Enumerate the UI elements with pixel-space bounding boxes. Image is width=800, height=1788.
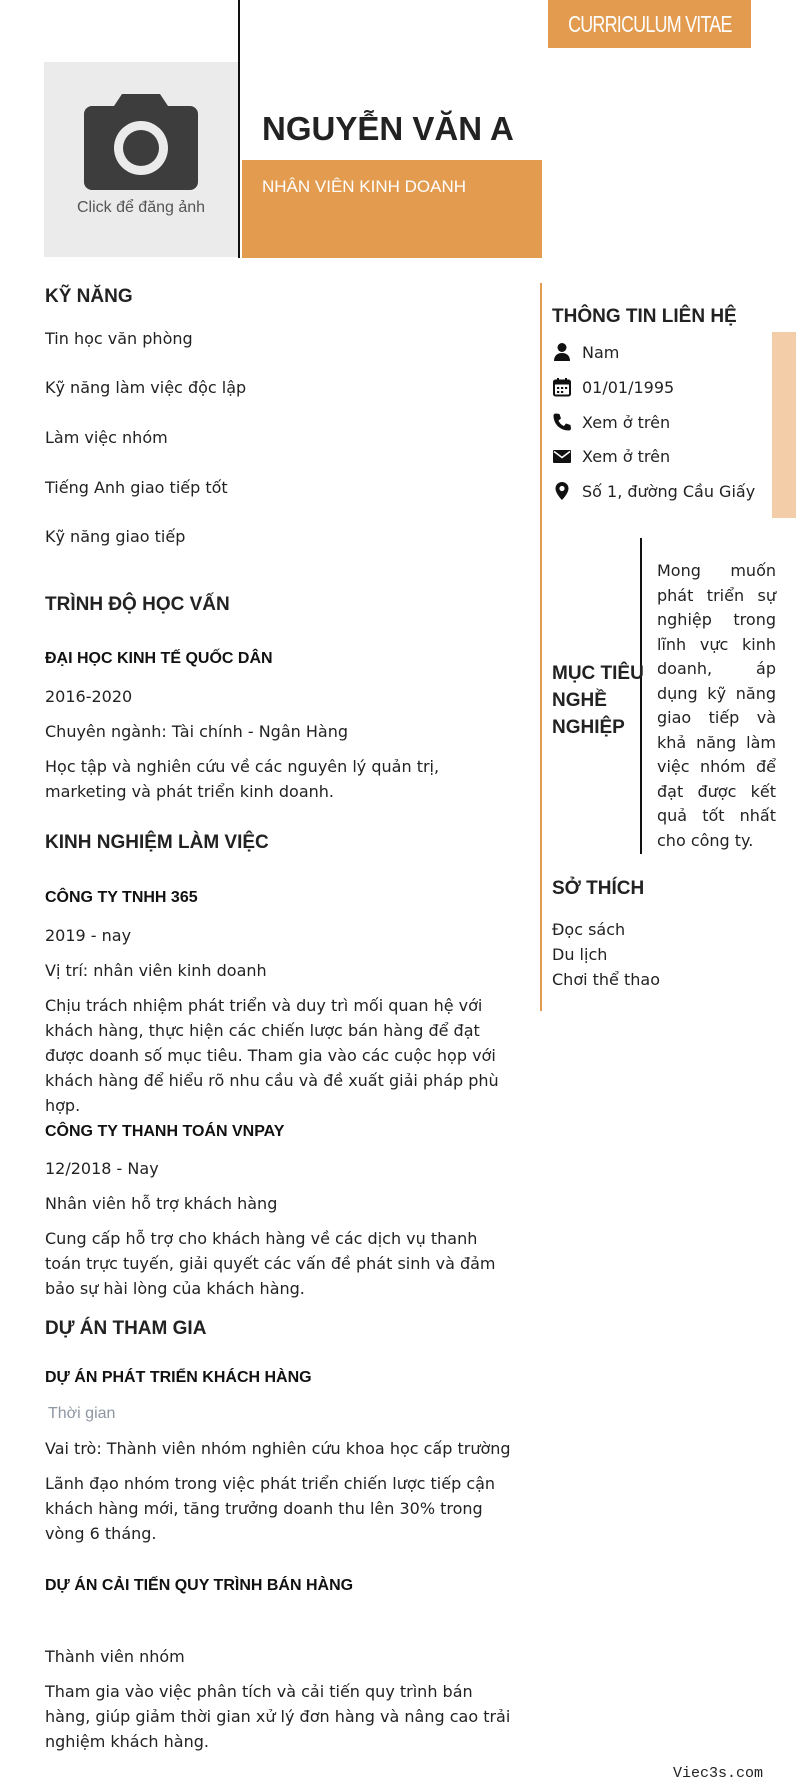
job-position: Nhân viên hỗ trợ khách hàng	[45, 1194, 278, 1213]
project-description: Tham gia vào việc phân tích và cải tiến quy trình bán hàng, giúp giảm thời gian xử lý đơn hàng và nâng cao trải nghiệm khách hàng.	[45, 1682, 511, 1751]
job-description: Cung cấp hỗ trợ cho khách hàng về các dịch vụ thanh toán trực tuyến, giải quyết các vấn đề phát sinh và đảm bảo sự hài lòng của khách hàng.	[45, 1229, 496, 1298]
job-title: NHÂN VIÊN KINH DOANH	[262, 177, 467, 196]
goal-text: Mong muốn phát triển sự nghiệp trong lĩnh vực kinh doanh, áp dụng kỹ năng giao tiếp và khả năng làm việc nhóm để đạt được kết quả tốt nhất cho công ty.	[657, 561, 776, 850]
sidebar-divider	[540, 283, 542, 1011]
job-position: Vị trí: nhân viên kinh doanh	[45, 961, 267, 980]
skill-item: Làm việc nhóm	[45, 428, 168, 447]
contact-phone: Xem ở trên	[552, 408, 670, 436]
skill-item: Tiếng Anh giao tiếp tốt	[45, 478, 228, 497]
goal-heading: MỤC TIÊU NGHỀ NGHIỆP	[552, 663, 644, 738]
project-role: Thành viên nhóm	[45, 1647, 185, 1666]
photo-upload[interactable]	[44, 62, 238, 257]
education-description: Học tập và nghiên cứu về các nguyên lý quản trị, marketing và phát triển kinh doanh.	[45, 757, 440, 801]
project-time[interactable]: Thời gian	[48, 1405, 116, 1422]
job-title-box	[242, 160, 542, 258]
contact-heading: THÔNG TIN LIÊN HỆ	[552, 306, 737, 327]
hobbies-heading: SỞ THÍCH	[552, 878, 645, 899]
photo-upload-label: Click để đăng ảnh	[76, 199, 206, 216]
projects-heading: DỰ ÁN THAM GIA	[45, 1318, 207, 1339]
job-description: Chịu trách nhiệm phát triển và duy trì mối quan hệ với khách hàng, thực hiện các chiến lược bán hàng để đạt được doanh số mục tiêu. Tham gia vào các cuộc họp với khách hàng để hiểu rõ nhu cầu và đề xuất giải pháp phù hợp.	[45, 996, 499, 1115]
watermark: Viec3s.com	[673, 1765, 764, 1782]
job-company: CÔNG TY TNHH 365	[45, 889, 198, 906]
education-period: 2016-2020	[45, 687, 133, 706]
education-major: Chuyên ngành: Tài chính - Ngân Hàng	[45, 722, 348, 741]
project-role: Vai trò: Thành viên nhóm nghiên cứu khoa học cấp trường	[45, 1439, 511, 1458]
experience-heading: KINH NGHIỆM LÀM VIỆC	[45, 832, 269, 853]
skill-item: Kỹ năng giao tiếp	[45, 527, 186, 546]
camera-icon	[82, 90, 200, 194]
header-divider	[238, 0, 240, 258]
contact-birthday: 01/01/1995	[552, 373, 674, 401]
curriculum-vitae-banner: CURRICULUM VITAE	[548, 0, 751, 48]
person-icon	[552, 342, 572, 362]
hobby-item: Du lịch	[552, 945, 608, 964]
hobby-item: Đọc sách	[552, 920, 626, 939]
hobby-item: Chơi thể thao	[552, 970, 660, 989]
candidate-name: NGUYỄN VĂN A	[262, 110, 514, 147]
project-name: DỰ ÁN CẢI TIẾN QUY TRÌNH BÁN HÀNG	[45, 1577, 354, 1594]
job-period: 12/2018 - Nay	[45, 1159, 159, 1178]
education-heading: TRÌNH ĐỘ HỌC VẤN	[45, 594, 230, 615]
location-pin-icon	[552, 481, 572, 501]
contact-email: Xem ở trên	[552, 442, 670, 470]
phone-icon	[552, 412, 572, 432]
skills-heading: KỸ NĂNG	[45, 286, 133, 307]
calendar-icon	[552, 377, 572, 397]
mail-icon	[552, 446, 572, 466]
job-company: CÔNG TY THANH TOÁN VNPAY	[45, 1123, 285, 1140]
contact-address: Số 1, đường Cầu Giấy	[552, 477, 755, 505]
skill-item: Kỹ năng làm việc độc lập	[45, 378, 247, 397]
project-name: DỰ ÁN PHÁT TRIỂN KHÁCH HÀNG	[45, 1369, 312, 1386]
school-name: ĐẠI HỌC KINH TẾ QUỐC DÂN	[45, 650, 273, 667]
job-period: 2019 - nay	[45, 926, 132, 945]
skill-item: Tin học văn phòng	[45, 329, 193, 348]
contact-gender: Nam	[552, 338, 619, 366]
project-description: Lãnh đạo nhóm trong việc phát triển chiến lược tiếp cận khách hàng mới, tăng trưởng doanh thu lên 30% trong vòng 6 tháng.	[45, 1474, 496, 1543]
accent-strip	[772, 332, 796, 518]
